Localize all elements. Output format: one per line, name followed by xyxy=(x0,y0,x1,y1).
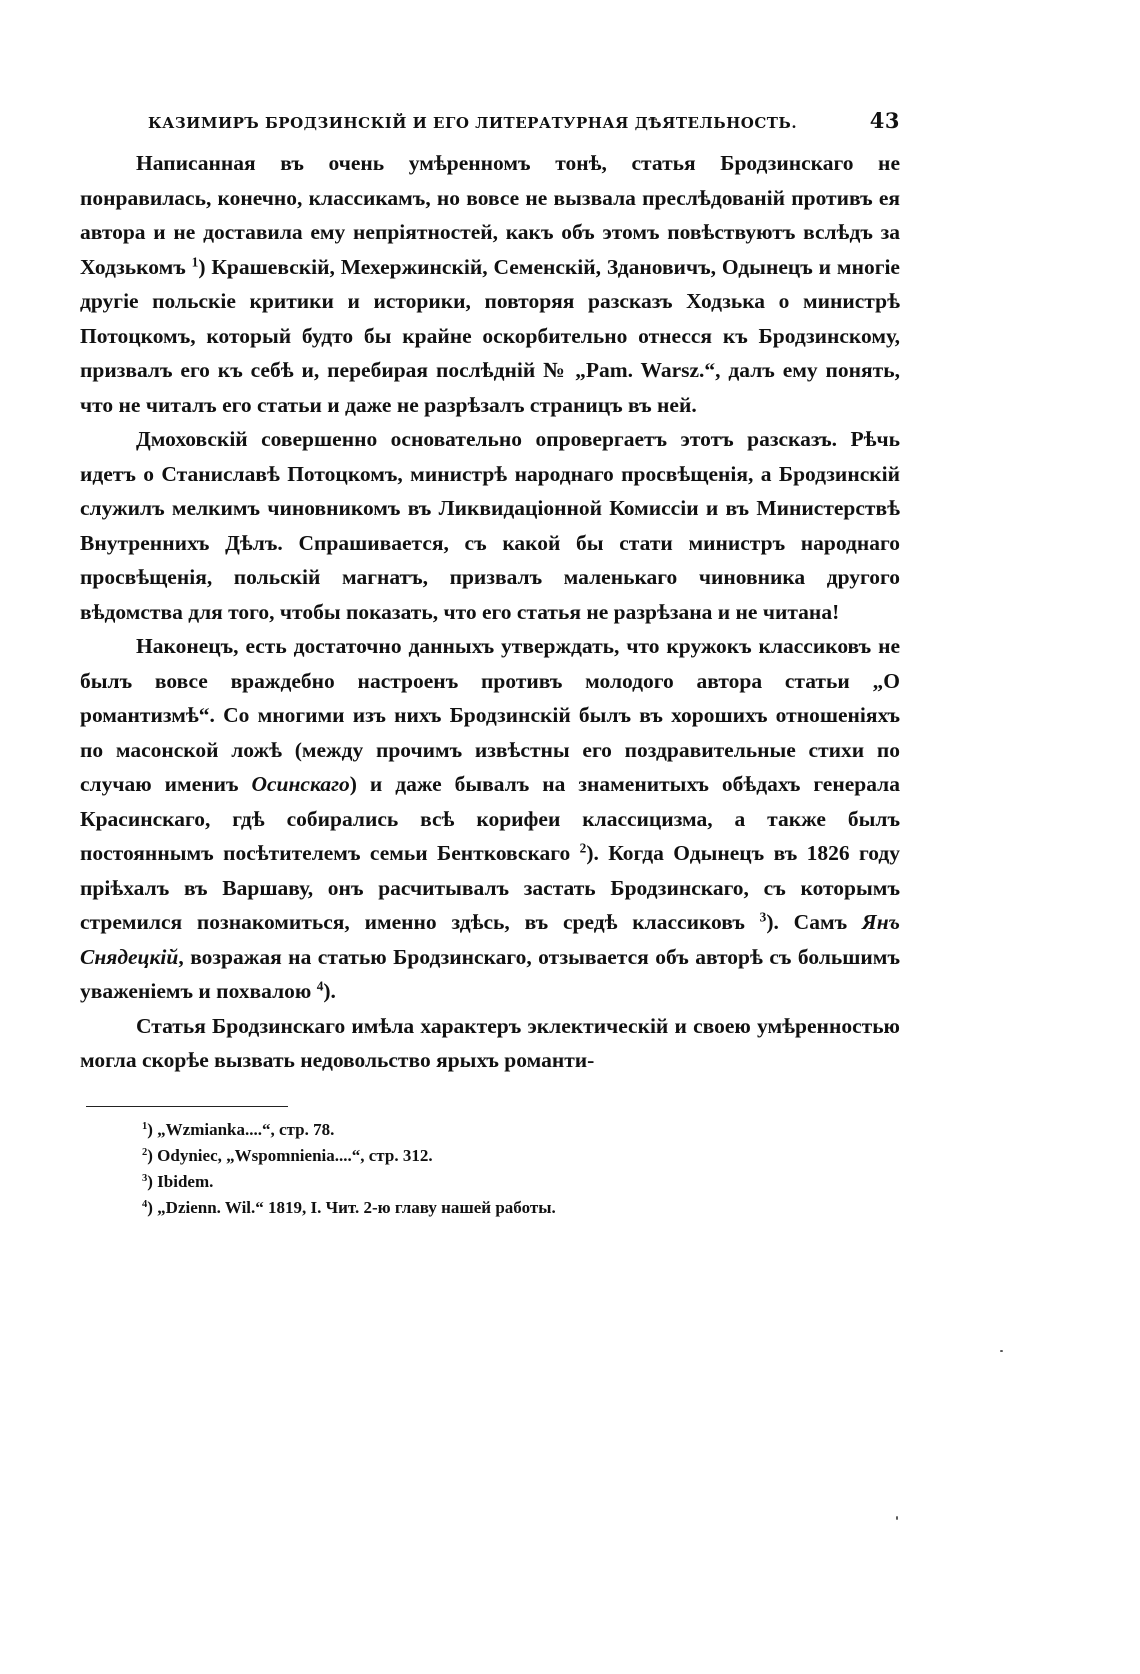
page-number: 43 xyxy=(869,108,900,133)
page-content xyxy=(80,108,900,1221)
footnote-ref: 4 xyxy=(316,978,324,994)
running-header xyxy=(80,108,900,142)
paragraph: Наконецъ, есть достаточно данныхъ утверждать, что кружокъ классиковъ не былъ вовсе враждебно настроенъ противъ молодого автора статьи „О романтизмѣ“. Со многими изъ нихъ Бродзинскій былъ въ хорошихъ отношеніяхъ по масонской ложѣ (между прочимъ извѣстны его поздравительные стихи по случаю имениъ Осинскаго) и даже бывалъ на знаменитыхъ обѣдахъ генерала Красинскаго, гдѣ собирались всѣ корифеи классицизма, а также былъ постояннымъ посѣтителемъ семьи Бентковскаго $^2$). Когда Одынецъ въ 1826 году пріѣхалъ въ Варшаву, онъ расчитывалъ застать Бродзинскаго, съ которымъ стремился познакомиться, именно здѣсь, въ средѣ классиковъ $^3$). Самъ Янъ Снядецкій, возражая на статью Бродзинскаго, отзывается объ авторѣ съ большимъ уваженіемъ и похвалою $^4$). xyxy=(80,634,901,1003)
paragraph: Статья Бродзинскаго имѣла характеръ эклектическій и своею умѣренностью могла скорѣе вызвать недовольство ярыхъ романти- xyxy=(80,1013,900,1072)
body-text xyxy=(80,146,900,1078)
italic-name: Осинскаго xyxy=(251,772,350,796)
footnote: $^3$) Ibidem. xyxy=(142,1171,214,1191)
paragraph: Дмоховскій совершенно основательно опровергаетъ этотъ разсказъ. Рѣчь идетъ о Станиславѣ Потоцкомъ, министрѣ народнаго просвѣщенія, а Бродзинскій служилъ мелкимъ чиновникомъ въ Ликвидаціонной Комиссіи и въ Министерствѣ Внутреннихъ Дѣлъ. Спрашивается, съ какой бы стати министръ народнаго просвѣщенія, польскій магнатъ, призвалъ маленькаго чиновника другого вѣдомства для того, чтобы показать, что его статья не разрѣзана и не читана! xyxy=(80,427,900,624)
paragraph: Написанная въ очень умѣренномъ тонѣ, статья Бродзинскаго не понравилась, конечно, классикамъ, но вовсе не вызвала преслѣдованій противъ ея автора и не доставила ему непріятностей, какъ объ этомъ повѣствуютъ вслѣдъ за Ходзькомъ $^1$) Крашевскій, Мехержинскій, Семенскій, Здановичъ, Одынецъ и многіе другіе польскіе критики и историки, повторяя разсказъ Ходзька о министрѣ Потоцкомъ, который будто бы крайне оскорбительно отнесся къ Бродзинскому, призвалъ его къ себѣ и, перебирая послѣдній № „Pam. Warsz.“, далъ ему понять, что не читалъ его статьи и даже не разрѣзалъ страницъ въ ней. xyxy=(80,151,900,417)
footnote-mark: 2 xyxy=(142,1146,148,1158)
footnote: $^1$) „Wzmianka....“, стр. 78. xyxy=(142,1119,335,1139)
footnote-mark: 3 xyxy=(142,1172,148,1184)
italic-name: Янъ Снядецкій xyxy=(80,910,900,969)
running-title: КАЗИМИРЪ БРОДЗИНСКІЙ И ЕГО ЛИТЕРАТУРНАЯ ДѢЯТЕЛЬНОСТЬ. xyxy=(148,114,798,132)
footnote-ref: 1 xyxy=(191,254,199,270)
scan-speck xyxy=(1000,1350,1003,1352)
scan-speck xyxy=(896,1516,898,1520)
footnote-ref: 2 xyxy=(579,840,587,856)
footnote-mark: 1 xyxy=(142,1120,148,1132)
footnote-mark: 4 xyxy=(142,1198,148,1210)
footnotes xyxy=(80,1117,900,1221)
footnote: $^4$) „Dzienn. Wil.“ 1819, I. Чит. 2-ю главу нашей работы. xyxy=(142,1197,556,1217)
footnote-divider xyxy=(86,1106,288,1107)
footnote: $^2$) Odyniec, „Wspomnienia....“, стр. 312. xyxy=(142,1145,433,1165)
footnote-ref: 3 xyxy=(759,909,767,925)
